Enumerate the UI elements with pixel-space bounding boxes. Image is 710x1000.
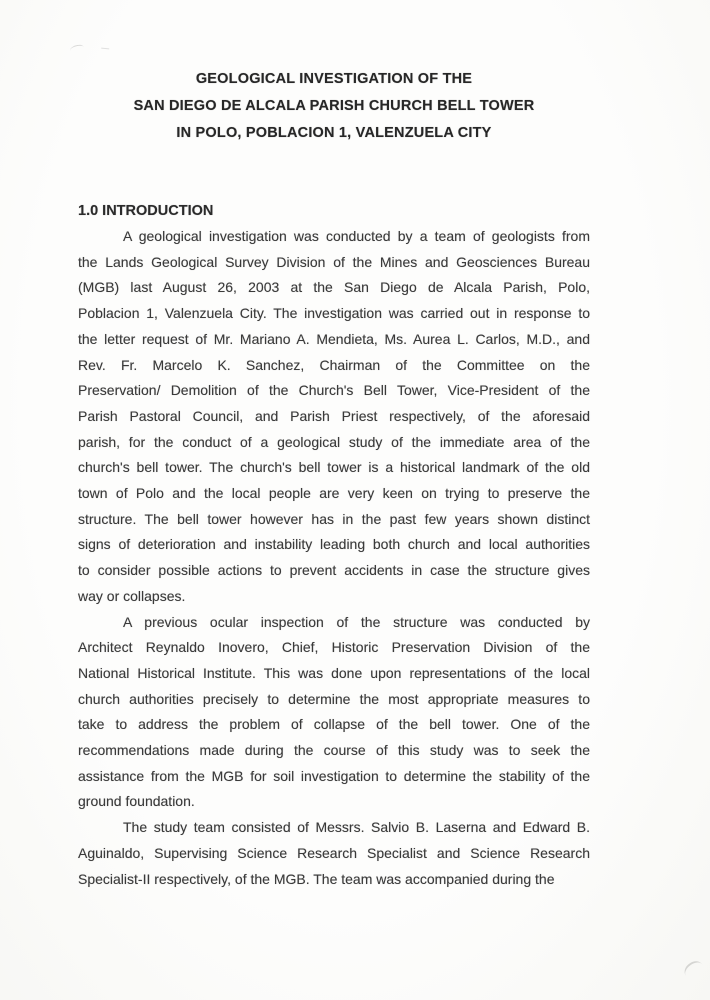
text-line: assistance from the MGB for soil investigation to determine the stability of the [78,767,590,784]
text-line: Specialist-II respectively, of the MGB. The team was accompanied during the [78,870,555,887]
text-line: to consider possible actions to prevent accidents in case the structure gives [78,562,590,579]
paragraph [78,815,590,892]
text-line: the letter request of Mr. Mariano A. Mendieta, Ms. Aurea L. Carlos, M.D., and [78,330,590,347]
text-line: recommendations made during the course of this study was to seek the [78,742,590,759]
text-line: Poblacion 1, Valenzuela City. The investigation was carried out in response to [78,305,590,322]
title-line-1: GEOLOGICAL INVESTIGATION OF THE [195,71,473,87]
text-line: church authorities precisely to determine the most appropriate measures to [78,690,590,707]
text-line: National Historical Institute. This was done upon representations of the local [78,664,590,681]
text-line: Parish Pastoral Council, and Parish Priest respectively, of the aforesaid [78,407,590,424]
text-line: the Lands Geological Survey Division of the Mines and Geosciences Bureau [78,253,590,270]
section-heading-introduction: 1.0 INTRODUCTION [78,203,214,219]
text-line: Aguinaldo, Supervising Science Research Specialist and Science Research [78,844,590,861]
text-line: A geological investigation was conducted by a team of geologists from [123,228,590,244]
text-line: ground foundation. [78,793,195,810]
text-line: way or collapses. [78,587,186,604]
body-text [78,224,590,892]
text-line: structure. The bell tower however has in the past few years shown distinct [78,510,590,527]
title-line-3: IN POLO, POBLACION 1, VALENZUELA CITY [176,125,492,141]
text-line: parish, for the conduct of a geological study of the immediate area of the [78,433,590,450]
scan-artifact [681,958,707,983]
page-content [78,0,590,892]
text-line: Architect Reynaldo Inovero, Chief, Historic Preservation Division of the [78,639,590,656]
text-line: town of Polo and the local people are very keen on trying to preserve the [78,485,590,502]
text-line: (MGB) last August 26, 2003 at the San Diego de Alcala Parish, Polo, [78,279,590,296]
text-line: The study team consisted of Messrs. Salvio B. Laserna and Edward B. [123,819,590,836]
paragraph [78,610,590,816]
paragraph [78,224,590,610]
title-line-2: SAN DIEGO DE ALCALA PARISH CHURCH BELL TOWER [133,98,535,114]
text-line: Preservation/ Demolition of the Church's Bell Tower, Vice-President of the [78,382,590,399]
text-line: A previous ocular inspection of the structure was conducted by [123,613,590,630]
text-line: take to address the problem of collapse of the bell tower. One of the [78,716,590,733]
document-title [78,66,590,147]
text-line: signs of deterioration and instability leading both church and local authorities [78,536,590,553]
text-line: Rev. Fr. Marcelo K. Sanchez, Chairman of the Committee on the [78,356,590,373]
text-line: church's bell tower. The church's bell tower is a historical landmark of the old [78,459,590,476]
